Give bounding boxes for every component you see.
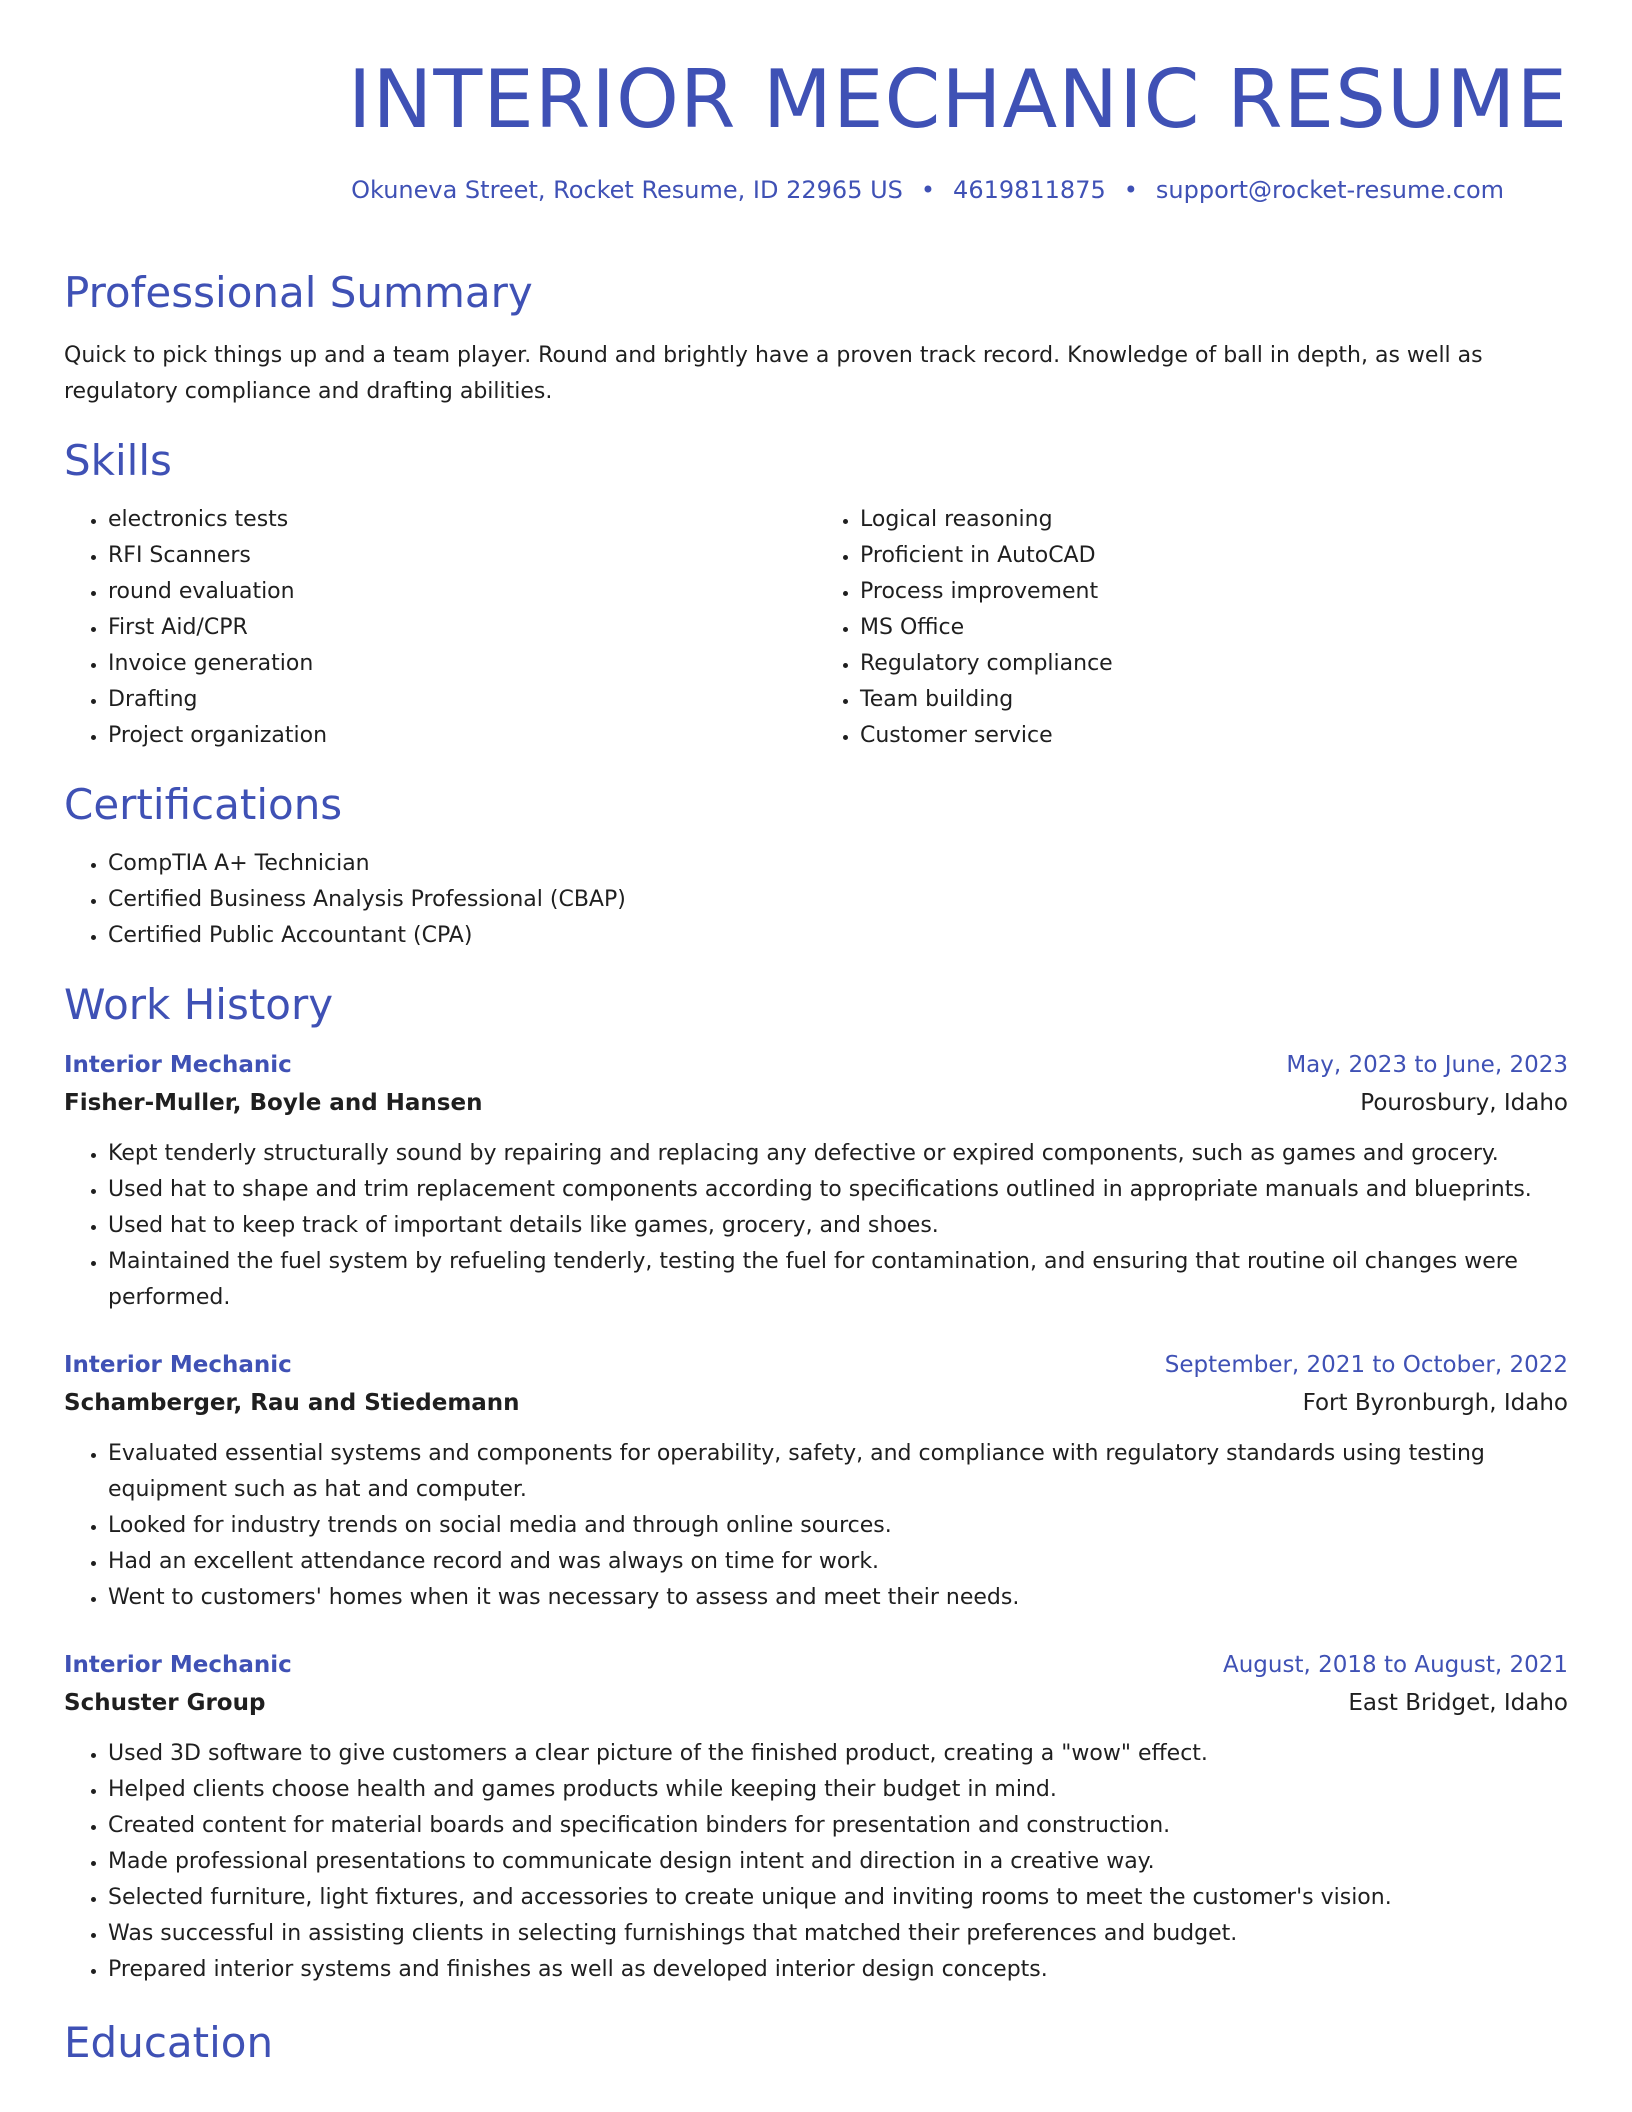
job-title: Interior Mechanic [64,1352,292,1378]
contact-line-wrap [64,148,1568,268]
resume-title: INTERIOR MECHANIC RESUME [347,53,1568,146]
job-bullet: • Used hat to shape and trim replacement components according to specifications outlined in appropriate manuals and blueprints. [108,1172,1568,1208]
job-header-row [64,1646,1568,1684]
job-bullet: • Used 3D software to give customers a clear picture of the finished product, creating a "wow" effect. [108,1736,1568,1772]
job-location: Fort Byronburgh, Idaho [1302,1390,1568,1416]
skills-list-right [816,502,1568,754]
job-bullets [64,1436,1568,1616]
job-entry [64,1046,1568,1316]
skill-item: • Project organization [108,718,816,754]
job-header-row [64,1346,1568,1384]
contact-address: Okuneva Street, Rocket Resume, ID 22965 US [351,176,903,204]
skill-item: • RFI Scanners [108,538,816,574]
job-bullet: • Was successful in assisting clients in selecting furnishings that matched their preferences and budget. [108,1916,1568,1952]
contact-separator: • [1123,176,1138,204]
job-bullet: • Created content for material boards and specification binders for presentation and construction. [108,1808,1568,1844]
certifications-list [64,846,1568,954]
job-bullet: • Went to customers' homes when it was necessary to assess and meet their needs. [108,1580,1568,1616]
skill-item: • Invoice generation [108,646,816,682]
contact-separator: • [920,176,936,204]
section-title-work-history: Work History [64,980,334,1029]
job-bullet: • Made professional presentations to communicate design intent and direction in a creative way. [108,1844,1568,1880]
job-bullet: • Kept tenderly structurally sound by repairing and replacing any defective or expired components, such as games and grocery. [108,1136,1568,1172]
job-bullet: • Selected furniture, light fixtures, and accessories to create unique and inviting rooms to meet the customer's vision. [108,1880,1568,1916]
skill-item: • Drafting [108,682,816,718]
skill-item: • MS Office [860,610,1568,646]
job-entry [64,1346,1568,1616]
job-bullet: • Prepared interior systems and finishes as well as developed interior design concepts. [108,1952,1568,1988]
job-bullet: • Had an excellent attendance record and was always on time for work. [108,1544,1568,1580]
section-title-summary: Professional Summary [64,268,533,317]
job-company-row [64,1684,1568,1722]
job-location: East Bridget, Idaho [1348,1690,1568,1716]
skill-item: • Customer service [860,718,1568,754]
skill-item: • Regulatory compliance [860,646,1568,682]
job-bullets [64,1136,1568,1316]
skill-item: • electronics tests [108,502,816,538]
skill-item: • First Aid/CPR [108,610,816,646]
summary-text: Quick to pick things up and a team player. Round and brightly have a proven track record. Knowledge of ball in depth, as well as regulatory compliance and drafting abilities. [64,343,1483,404]
skill-item: • Proficient in AutoCAD [860,538,1568,574]
section-title-education: Education [64,2018,274,2067]
contact-line [351,174,1504,206]
job-bullet: • Looked for industry trends on social media and through online sources. [108,1508,1568,1544]
job-entry [64,1646,1568,1988]
skills-section [64,436,1568,754]
job-company: Schuster Group [64,1690,266,1716]
work-history-section [64,980,1568,1988]
certifications-section [64,780,1568,954]
section-title-skills: Skills [64,436,172,485]
skill-item: • Team building [860,682,1568,718]
job-title: Interior Mechanic [64,1652,292,1678]
job-location: Pourosbury, Idaho [1360,1090,1568,1116]
contact-email[interactable]: support@rocket-resume.com [1155,176,1504,204]
job-company: Fisher-Muller, Boyle and Hansen [64,1090,483,1116]
certification-item: • Certified Business Analysis Professional (CBAP) [108,882,1568,918]
job-company-row [64,1084,1568,1122]
job-dates: May, 2023 to June, 2023 [1286,1052,1568,1078]
job-company: Schamberger, Rau and Stiedemann [64,1390,520,1416]
job-header-row [64,1046,1568,1084]
education-section [64,2018,1568,2068]
section-title-certifications: Certifications [64,780,343,829]
skill-item: • round evaluation [108,574,816,610]
skill-item: • Process improvement [860,574,1568,610]
job-bullet: • Helped clients choose health and games products while keeping their budget in mind. [108,1772,1568,1808]
job-bullet: • Maintained the fuel system by refueling tenderly, testing the fuel for contamination, and ensuring that routine oil changes were performed. [108,1244,1568,1316]
skills-columns [64,502,1568,754]
job-bullet: • Used hat to keep track of important details like games, grocery, and shoes. [108,1208,1568,1244]
skill-item: • Logical reasoning [860,502,1568,538]
job-bullets [64,1736,1568,1988]
job-company-row [64,1384,1568,1422]
job-dates: August, 2018 to August, 2021 [1223,1652,1568,1678]
skills-list-left [64,502,816,754]
job-dates: September, 2021 to October, 2022 [1164,1352,1568,1378]
summary-section [64,268,1568,410]
certification-item: • Certified Public Accountant (CPA) [108,918,1568,954]
certification-item: • CompTIA A+ Technician [108,846,1568,882]
contact-phone: 4619811875 [953,176,1106,204]
job-bullet: • Evaluated essential systems and components for operability, safety, and compliance with regulatory standards using testing equipment such as hat and computer. [108,1436,1568,1508]
job-title: Interior Mechanic [64,1052,292,1078]
